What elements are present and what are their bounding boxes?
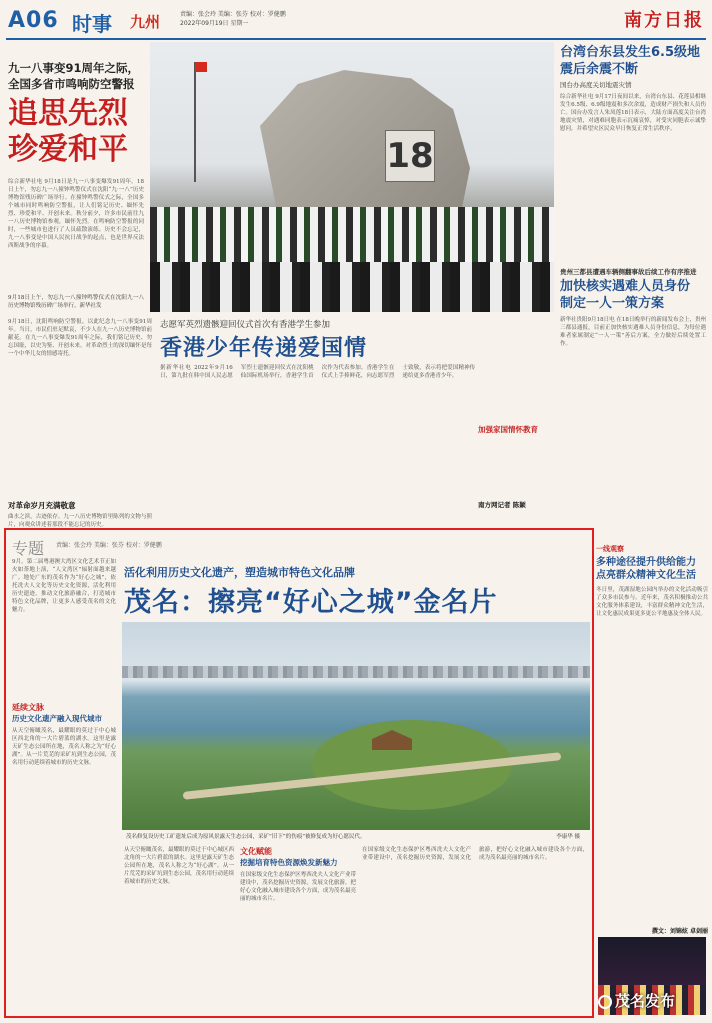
- special-kicker: 活化利用历史文化遗产，塑造城市特色文化品牌: [124, 566, 355, 579]
- special-mid-body-a: 从天空俯瞰茂名，最耀眼的莫过于中心城区西北角的一大片碧蓝的湖水。这里是露天矿生态公园所在地，茂名人称之为“好心湖”。从一片荒芜的采矿坑到生态公园，茂名用行动延续着城市的历史文脉。: [124, 847, 234, 885]
- special-left-column: [12, 558, 116, 877]
- monument: [260, 70, 470, 210]
- frontline-body: 冬日里，茂湖湿地公园内举办的文化活动吸引了众多市民参与。近年来，茂名积极推动公共文化服务体系建设，丰富群众精神文化生活，让文化惠民成果更多更公平地惠及全体人民。: [596, 587, 708, 617]
- guizhou-kicker: 贵州三都县遭遇车辆侧翻事故后续工作有序推进: [560, 268, 697, 276]
- frontline-byline: 撰文：刘锦炫 卓剑丽: [651, 928, 708, 935]
- source-watermark: 茂名发布: [598, 990, 675, 1011]
- right-column-top: [560, 44, 706, 486]
- flagpole: [194, 62, 196, 182]
- special-section-label: 专题: [12, 539, 45, 558]
- masthead-rule: [6, 38, 706, 40]
- special-mid-column-a: [124, 846, 234, 1010]
- left-column-body2: 曲水之滨，古迹依存。九一八历史博物馆里陈列的文物与照片，向观众讲述着那段不能忘记的历史。: [8, 514, 152, 528]
- special-mid-subhead2: 挖掘培育特色资源焕发新魅力: [240, 858, 338, 867]
- special-photo-byline: 李康华 摄: [556, 834, 580, 840]
- frontline-headline: 多种途径提升供给能力 点亮群众精神文化生活: [596, 557, 696, 581]
- special-headline: 茂名：擦亮“好心之城”金名片: [124, 587, 498, 618]
- hk-story-body: [160, 364, 556, 509]
- frontline-label: 一线观察: [596, 545, 624, 553]
- hk-byline: 南方网记者 陈颖: [478, 501, 526, 509]
- section-title: 时事: [72, 12, 112, 36]
- special-right-body: 在国家级文化生态保护区粤西冼夫人文化产业带建设中，茂名挖掘历史资源，发展文化旅游，把好心文化融入城市建设各个方面，成为茂名最亮丽的城市名片。: [362, 847, 588, 861]
- hk-subhead: 加强家国情怀教育: [478, 425, 538, 434]
- special-left-body: 从天空俯瞰茂名，最耀眼的莫过于中心城区西北角的一大片碧蓝的湖水。这里是露天矿生态公园所在地，茂名人称之为“好心湖”。从一片荒芜的采矿坑到生态公园，茂名用行动延续着城市的历史文脉。: [12, 728, 116, 766]
- special-feature: [4, 528, 594, 1018]
- guizhou-body: 新华社贵阳9月18日电 在18日晚举行的新闻发布会上，贵州三都县通报，目前正加快核实遇难人员身份信息，为每位遇难者家属制定“一人一策”善后方案，全力做好后续处置工作。: [560, 317, 706, 347]
- left-column-body: 9月18日，沈阳鸣响防空警报，以此纪念九一八事变91周年。当日，市民们驻足默哀，不少人在九一八历史博物馆前献花。在九一八事变爆发91周年之际，我们铭记历史、勿忘国耻，以史为鉴、开创未来。对革命烈士的深切缅怀是每一个中华儿女的情感寄托。: [8, 319, 152, 357]
- special-photo-caption: 茂名修复设历史工矿遗址后成为原风景露天生态公园，采矿“旧下”的伤痕“被修复成为好心愿民代。: [126, 834, 366, 840]
- right-column-bottom: [596, 544, 708, 935]
- lead-body: 综合新华社电 9月18日是九一八事变爆发91周年。18日上午，勿忘九一八撞钟鸣警仪式在沈阳“九·一八”历史博物馆残历碑广场举行。在撞钟鸣警仪式之际，全国多个城市同时鸣响防空警报，让人们铭记历史、缅怀先烈、珍爱和平、开创未来。秋分前夕，许多市民前往九一八历史博物馆参观，缅怀先烈。在鸣响防空警报的同时，一些城市也进行了人员疏散演练。历史不会忘记，九一八事变是中国人民抗日战争的起点，也是世界反法西斯战争的序幕。: [8, 179, 144, 249]
- special-intro: 9月，第二届粤港澳大湾区文化艺术节正如火如荼地上演，“人文湾区”辐射面越来越广。地处广东的茂名作为“好心之城”，依托冼夫人文化等历史文化资源，活化利用历史遗迹，推动文化旅游融合，打造城市特色文化品牌，让更多人感受茂名的文化魅力。: [12, 559, 116, 613]
- masthead: [0, 0, 712, 44]
- flag-icon: [195, 62, 207, 72]
- ceremony-photo: [150, 42, 554, 312]
- guizhou-headline: 加快核实遇难人员身份 制定一人一策方案: [560, 279, 691, 311]
- special-mid-column-b: [240, 846, 356, 1009]
- left-column: [8, 318, 152, 531]
- calendar-monument-number: 18: [385, 130, 435, 182]
- newspaper-logo: 南方日报: [624, 10, 704, 31]
- taiwan-quake-headline: 台湾台东县发生6.5级地震后余震不断: [560, 45, 701, 77]
- lead-story: [8, 60, 144, 316]
- special-left-subhead: 延续文脉: [12, 703, 44, 712]
- page-number: A06: [8, 8, 59, 33]
- taiwan-quake-sub: 国台办高度关切地震灾情: [560, 81, 632, 89]
- taiwan-quake-body: 综合新华社电 9月17日夜间以来，台湾台东县、花莲县相继发生6.5级、6.9级地震和多次余震，造成财产损失和人员伤亡。国台办发言人朱凤莲18日表示，大陆方面高度关注台湾地震灾情，对遇难同胞表示沉痛哀悼，对受灾同胞表示诚挚慰问，并希望灾区民众早日恢复正常生活秩序。: [560, 94, 706, 132]
- special-credits: 责编：张会玲 美编：张芬 校对：罗健鹏: [56, 542, 162, 549]
- hk-body: 据新华社电 2022年9月16日，第九批在韩中国人民志愿军烈士遗骸迎回仪式在沈阳桃仙国际机场举行，香港学生首次作为代表参加。香港学生在仪式上手捧鲜花，向志愿军烈士致敬，表示将把爱国精神传递给更多香港青少年。: [160, 365, 476, 379]
- lead-kicker: 九一八事变91周年之际，全国多省市鸣响防空警报: [8, 61, 140, 91]
- left-column-subhead: 对革命岁月充满敬意: [8, 501, 76, 510]
- hk-kicker: 志愿军英烈遗骸迎回仪式首次有香港学生参加: [160, 320, 331, 330]
- special-mid-subhead: 文化赋能: [240, 847, 272, 856]
- hk-headline: 香港少年传递爱国情: [160, 336, 368, 361]
- lead-headline: 追思先烈 珍爱和平: [8, 96, 128, 167]
- city-skyline: [122, 666, 590, 678]
- special-mid-body: 在国家级文化生态保护区粤西冼夫人文化产业带建设中，茂名挖掘历史资源，发展文化旅游，把好心文化融入城市建设各个方面，成为茂名最亮丽的城市名片。: [240, 872, 356, 902]
- photo-caption: 9月18日上午，勿忘九一八撞钟鸣警仪式在沈阳九一八历史博物馆残历碑广场举行。新华社发: [8, 295, 144, 309]
- watermark-logo-icon: [598, 995, 612, 1009]
- editor-credits: 责编：张会玲 美编：张芬 校对：罗健鹏 2022年09月19日 星期一: [180, 11, 286, 27]
- subsection-title: 九州: [130, 13, 161, 31]
- special-right-columns: [362, 846, 588, 1010]
- maoming-lake-photo: [122, 622, 590, 830]
- crowd-front: [150, 262, 554, 312]
- special-left-subhead2: 历史文化遗产融入现代城市: [12, 714, 102, 723]
